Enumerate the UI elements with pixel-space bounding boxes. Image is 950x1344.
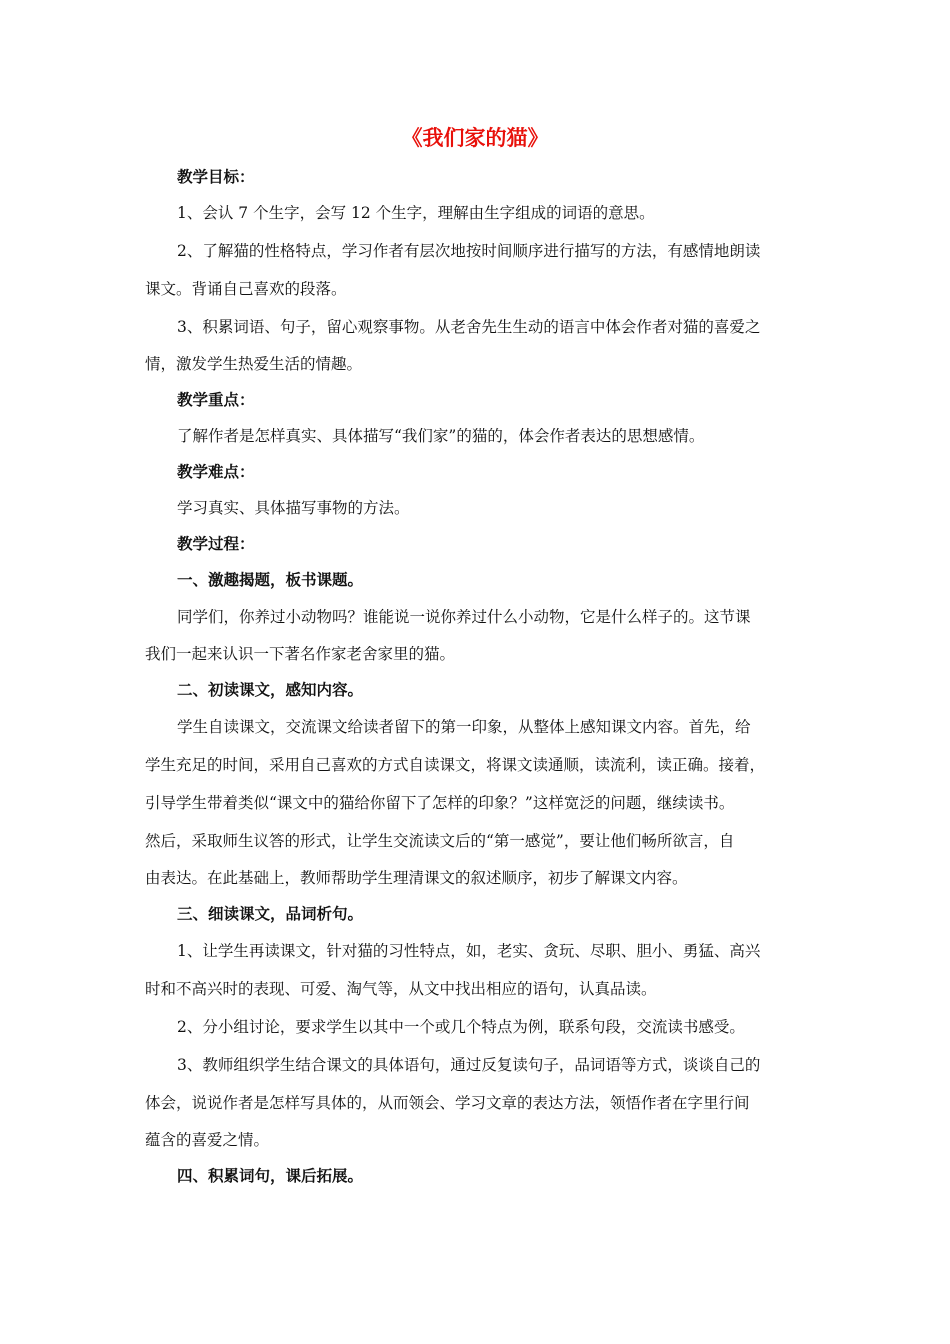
body-text-line: 蕴含的喜爱之情。 [145,1131,270,1149]
body-text-line: 我们一起来认识一下著名作家老舍家里的猫。 [145,645,456,663]
body-text-line: 由表达。在此基础上，教师帮助学生理清课文的叙述顺序，初步了解课文内容。 [145,869,688,887]
body-text-line: 情，激发学生热爱生活的情趣。 [145,355,363,373]
body-text-line: 2、了解猫的性格特点，学习作者有层次地按时间顺序进行描写的方法，有感情地朗读 [177,242,761,260]
section-heading: 教学重点： [177,390,255,409]
section-heading: 二、初读课文，感知内容。 [177,680,364,699]
section-heading: 教学难点： [177,462,255,481]
body-text-line: 1、会认 7 个生字，会写 12 个生字，理解由生字组成的词语的意思。 [177,204,655,222]
body-text-line: 学习真实、具体描写事物的方法。 [177,499,410,517]
body-text-line: 引导学生带着类似“课文中的猫给你留下了怎样的印象？”这样宽泛的问题，继续读书。 [145,794,735,812]
body-text-line: 1、让学生再读课文，针对猫的习性特点，如，老实、贪玩、尽职、胆小、勇猛、高兴 [177,942,761,960]
body-text-line: 体会，说说作者是怎样写具体的，从而领会、学习文章的表达方法，领悟作者在字里行间 [145,1094,750,1112]
section-heading: 三、细读课文，品词析句。 [177,904,364,923]
body-text-line: 同学们，你养过小动物吗？谁能说一说你养过什么小动物，它是什么样子的。这节课 [177,608,751,626]
body-text-line: 学生充足的时间，采用自己喜欢的方式自读课文，将课文读通顺，读流利，读正确。接着， [145,756,766,774]
body-text-line: 3、教师组织学生结合课文的具体语句，通过反复读句子，品词语等方式，谈谈自己的 [177,1056,761,1074]
body-text-line: 3、积累词语、句子，留心观察事物。从老舍先生生动的语言中体会作者对猫的喜爱之 [177,318,761,336]
body-text-line: 时和不高兴时的表现、可爱、淘气等，从文中找出相应的语句，认真品读。 [145,980,657,998]
section-heading: 教学目标： [177,167,255,186]
section-heading: 四、积累词句，课后拓展。 [177,1166,364,1185]
body-text-line: 了解作者是怎样真实、具体描写“我们家”的猫的，体会作者表达的思想感情。 [177,427,705,445]
section-heading: 一、激趣揭题，板书课题。 [177,570,364,589]
document-title: 《我们家的猫》 [401,125,549,150]
document-body [145,160,807,1194]
body-text-line: 2、分小组讨论，要求学生以其中一个或几个特点为例，联系句段，交流读书感受。 [177,1018,745,1036]
body-text-line: 然后，采取师生议答的形式，让学生交流读文后的“第一感觉”，要让他们畅所欲言，自 [145,832,735,850]
section-heading: 教学过程： [177,534,255,553]
body-text-line: 学生自读课文，交流课文给读者留下的第一印象，从整体上感知课文内容。首先，给 [177,718,751,736]
body-text-line: 课文。背诵自己喜欢的段落。 [145,280,347,298]
